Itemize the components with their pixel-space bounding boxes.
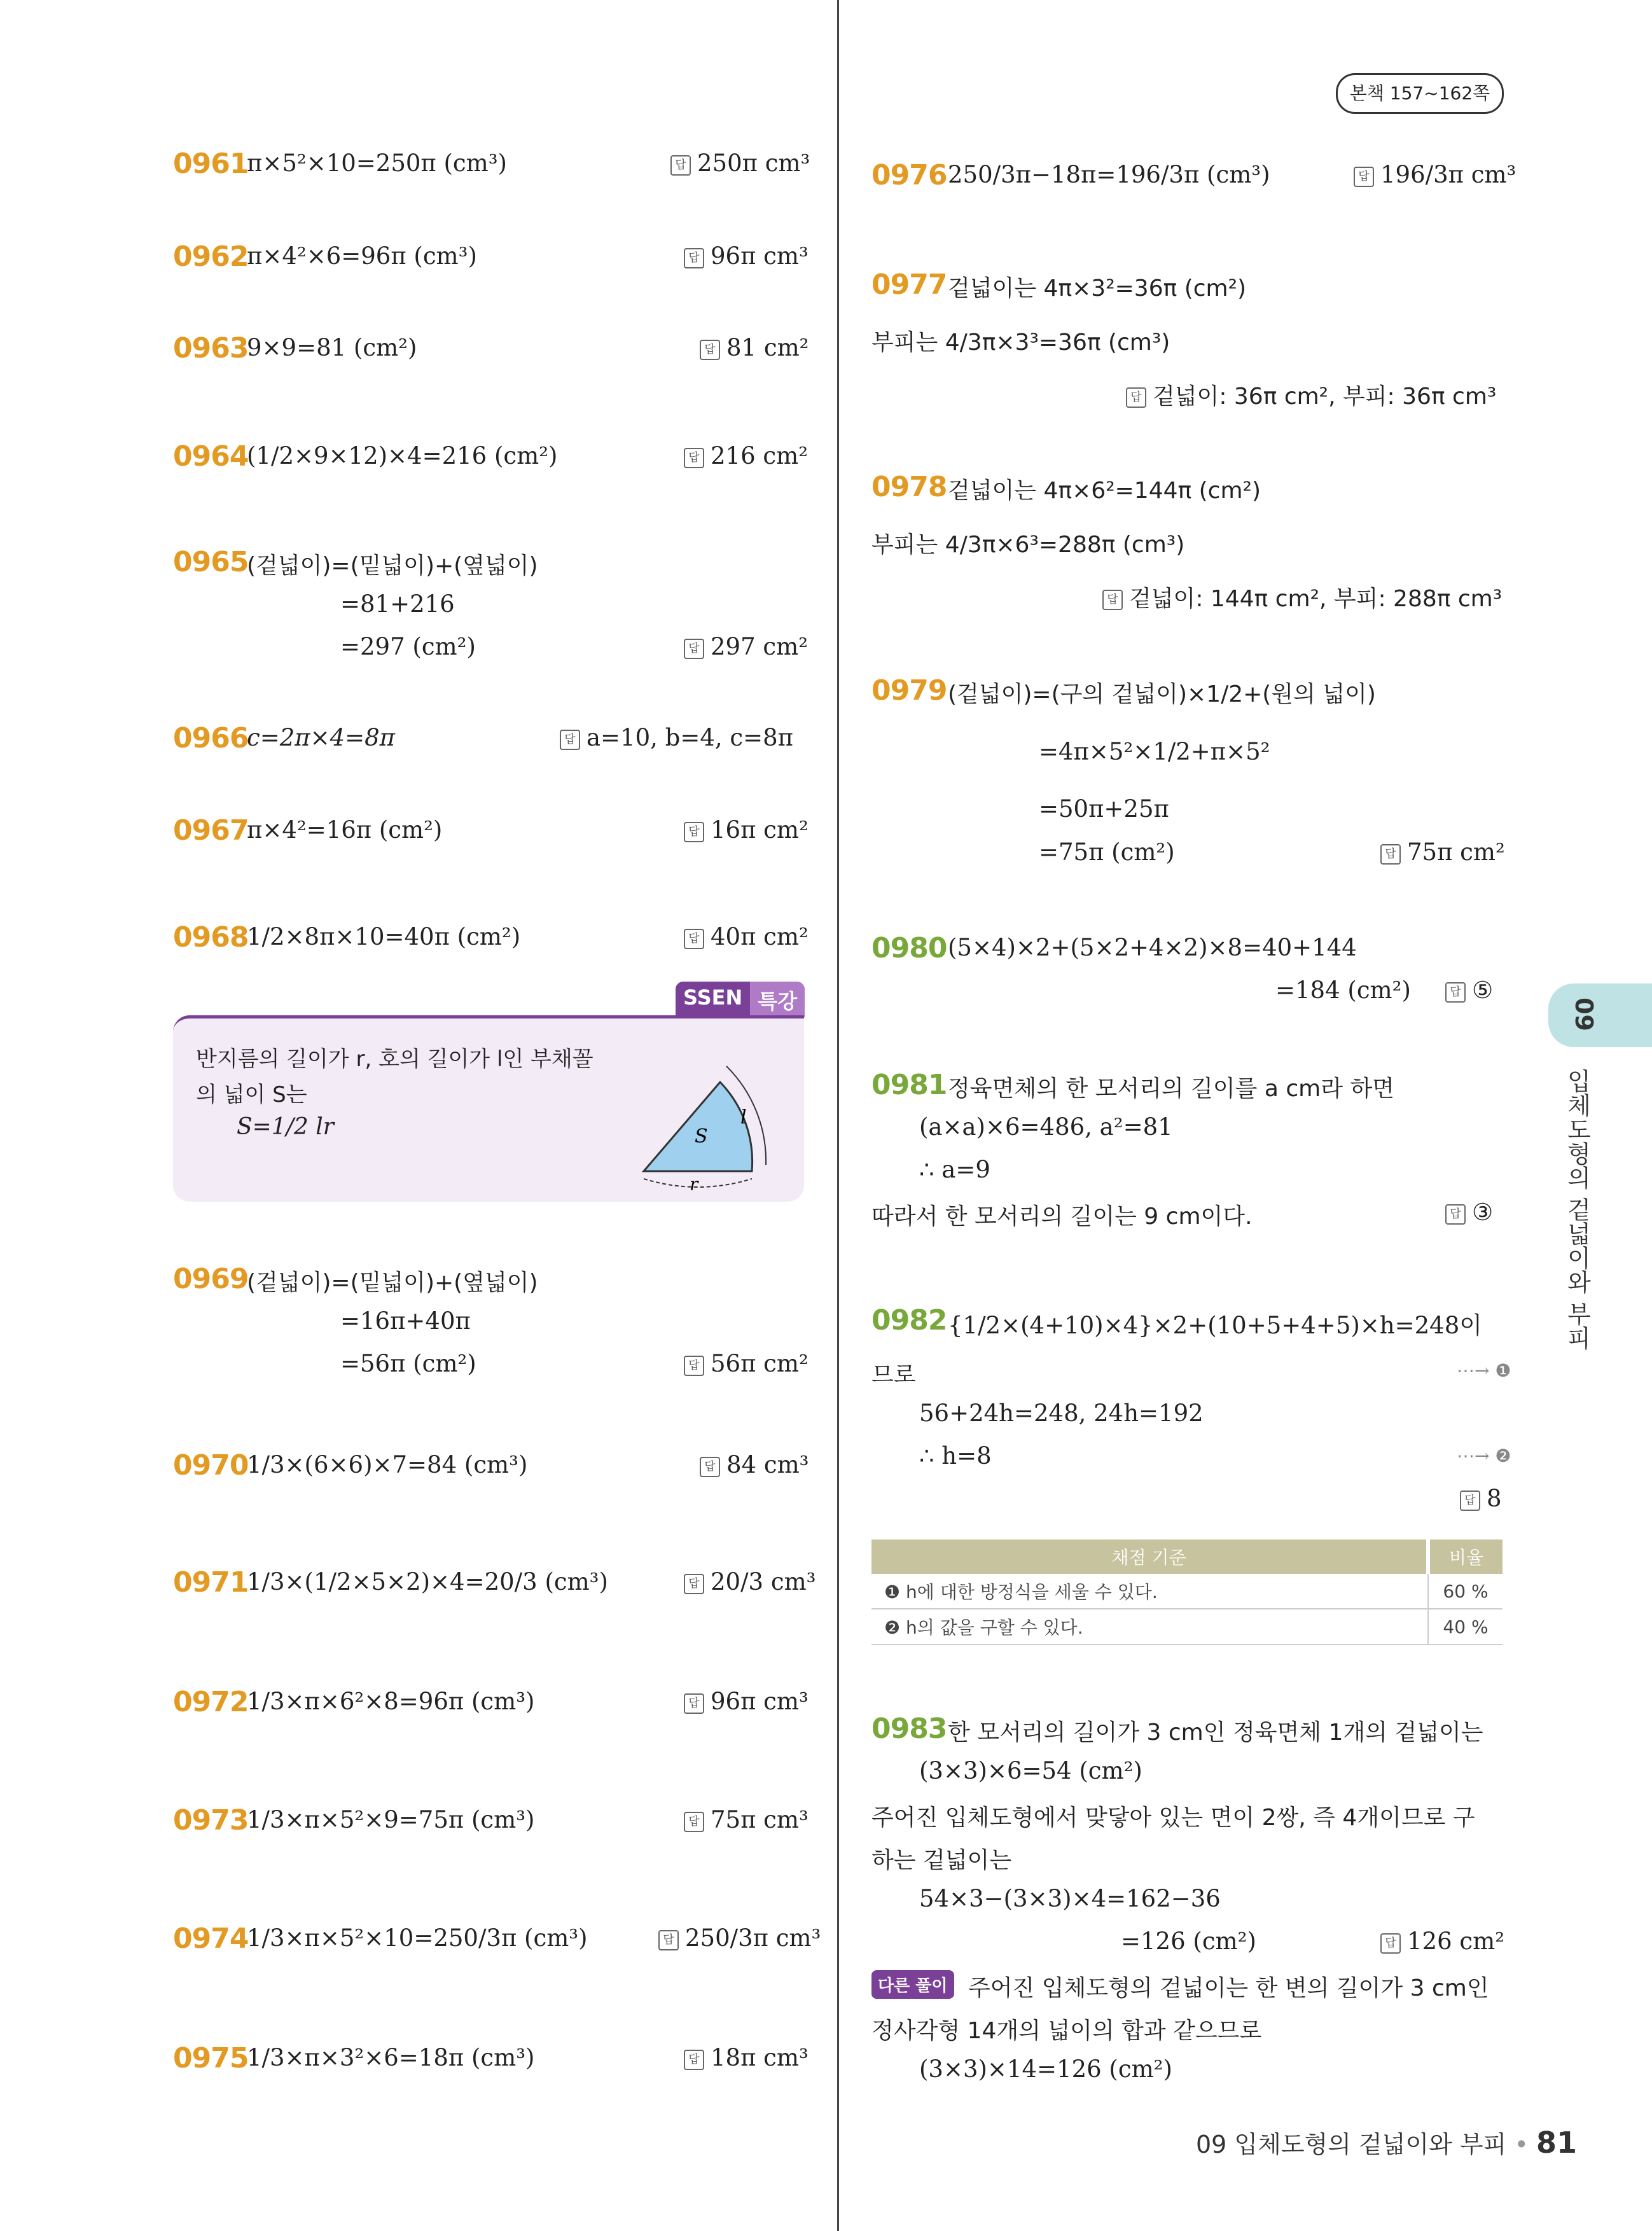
answer: 답 겉넓이: 144π cm², 부피: 288π cm³ (1102, 581, 1502, 613)
answer-icon: 답 (1380, 1933, 1401, 1954)
sector-figure (631, 1031, 790, 1190)
problem-number: 0979 (871, 674, 947, 707)
page-footer: 09 입체도형의 겉넓이와 부피 • 81 (1196, 2125, 1577, 2160)
problem-number: 0977 (871, 268, 947, 301)
grading-header: 비율 (1428, 1539, 1503, 1574)
solution-line: 한 모서리의 길이가 3 cm인 정육면체 1개의 겉넓이는 (948, 1720, 1483, 1746)
ssen-badge: SSEN 특강 (676, 982, 805, 1017)
answer: 답 a=10, b=4, c=8π (560, 724, 793, 751)
answer-icon: 답 (1460, 1491, 1480, 1511)
problem-number: 0964 (173, 440, 249, 473)
problem-number: 0961 (173, 148, 249, 180)
problem-number: 0969 (173, 1263, 249, 1295)
problem-number: 0973 (173, 1804, 249, 1837)
solution-line: 1/3×(6×6)×7=84 (cm³) (247, 1451, 528, 1478)
answer: 답 16π cm² (684, 816, 809, 844)
solution-line: 9×9=81 (cm²) (247, 334, 417, 361)
answer: 답 75π cm³ (684, 1806, 809, 1833)
solution-line: 1/3×π×5²×10=250/3π (cm³) (247, 1924, 588, 1952)
solution-line: 므로 (871, 1362, 916, 1388)
step-marker: ⋯→ ❶ (1457, 1360, 1511, 1381)
problem-number: 0963 (173, 332, 249, 365)
answer: 답 ⑤ (1445, 976, 1493, 1004)
solution-line: 1/3×(1/2×5×2)×4=20/3 (cm³) (247, 1568, 608, 1595)
solution-line: (겉넓이)=(밑넓이)+(옆넓이) (247, 553, 538, 579)
answer: 답 20/3 cm³ (684, 1568, 816, 1595)
solution-line: (3×3)×14=126 (cm²) (919, 2055, 1172, 2083)
answer-icon: 답 (700, 340, 720, 360)
figure-label-l: l (740, 1106, 747, 1129)
answer-icon: 답 (670, 155, 691, 176)
answer: 답 250π cm³ (670, 149, 810, 177)
solution-line: π×4²=16π (cm²) (247, 816, 443, 844)
table-row (871, 1609, 1503, 1644)
answer: 답 84 cm³ (700, 1451, 809, 1478)
answer: 답 216 cm² (684, 442, 808, 469)
solution-line: c=2π×4=8π (247, 724, 395, 751)
solution-line: 54×3−(3×3)×4=162−36 (919, 1885, 1221, 1912)
solution-line: =297 (cm²) (340, 633, 476, 660)
problem-number: 0978 (871, 471, 947, 503)
answer-icon: 답 (684, 448, 704, 468)
answer-icon: 답 (684, 1356, 704, 1376)
chapter-side-title: 입체도형의 겉넓이와 부피 (1563, 1069, 1591, 1351)
solution-line: (겉넓이)=(구의 겉넓이)×1/2+(원의 넓이) (948, 681, 1376, 707)
figure-label-S: S (695, 1125, 708, 1148)
tip-text: 의 넓이 S는 (196, 1082, 307, 1108)
solution-line: (겉넓이)=(밑넓이)+(옆넓이) (247, 1270, 538, 1296)
answer-icon: 답 (684, 639, 704, 659)
answer-icon: 답 (700, 1457, 720, 1477)
problem-number: 0974 (173, 1922, 249, 1955)
problem-number: 0980 (871, 932, 947, 964)
problem-number: 0971 (173, 1566, 249, 1599)
table-row (871, 1574, 1503, 1609)
answer-icon: 답 (1380, 844, 1401, 865)
answer: 답 겉넓이: 36π cm², 부피: 36π cm³ (1126, 379, 1496, 411)
solution-line: π×5²×10=250π (cm³) (247, 149, 507, 177)
solution-line: 56+24h=248, 24h=192 (919, 1400, 1204, 1427)
solution-line: {1/2×(4+10)×4}×2+(10+5+4+5)×h=248이 (948, 1312, 1482, 1339)
solution-line: 부피는 4/3π×6³=288π (cm³) (871, 532, 1185, 558)
answer: 답 297 cm² (684, 633, 808, 660)
solution-line: 겉넓이는 4π×3²=36π (cm²) (948, 275, 1247, 302)
answer: 답 250/3π cm³ (658, 1924, 821, 1952)
solution-line: 1/2×8π×10=40π (cm²) (247, 923, 521, 950)
chapter-tab-number: 09 (1570, 997, 1598, 1031)
solution-line: =50π+25π (1039, 795, 1169, 823)
solution-line: =126 (cm²) (1121, 1928, 1256, 1955)
problem-number: 0968 (173, 921, 249, 954)
grading-criteria: ❶ h에 대한 방정식을 세울 수 있다. (871, 1574, 1428, 1609)
solution-line: 하는 겉넓이는 (871, 1847, 1012, 1873)
solution-line: =184 (cm²) (1275, 976, 1411, 1004)
solution-line: (3×3)×6=54 (cm²) (919, 1757, 1142, 1784)
answer-icon: 답 (684, 1693, 704, 1714)
page-number: 81 (1536, 2125, 1577, 2160)
tip-formula: S=1/2 lr (237, 1114, 334, 1140)
answer-icon: 답 (684, 2050, 704, 2070)
solution-line: (1/2×9×12)×4=216 (cm²) (247, 442, 558, 469)
solution-line: 따라서 한 모서리의 길이는 9 cm이다. (871, 1204, 1253, 1230)
ssen-tip-box (173, 1015, 804, 1202)
answer-icon: 답 (684, 1574, 704, 1594)
answer-icon: 답 (684, 929, 704, 949)
problem-number: 0982 (871, 1304, 947, 1337)
answer: 답 8 (1460, 1485, 1502, 1512)
solution-line: =16π+40π (340, 1307, 471, 1335)
problem-number: 0981 (871, 1069, 947, 1101)
solution-line: 250/3π−18π=196/3π (cm³) (948, 161, 1270, 188)
answer-icon: 답 (684, 248, 704, 268)
footer-chapter-title: 09 입체도형의 겉넓이와 부피 (1196, 2130, 1507, 2158)
answer: 답 96π cm³ (684, 242, 809, 270)
answer: 답 18π cm³ (684, 2044, 809, 2071)
chapter-tab (1548, 983, 1652, 1047)
tip-text: 반지름의 길이가 r, 호의 길이가 l인 부채꼴 (196, 1046, 593, 1072)
solution-line: ∴ h=8 (919, 1442, 992, 1470)
solution-line: 주어진 입체도형에서 맞닿아 있는 면이 2쌍, 즉 4개이므로 구 (871, 1805, 1475, 1831)
problem-number: 0976 (871, 159, 947, 191)
answer-icon: 답 (684, 1812, 704, 1832)
problem-number: 0966 (173, 722, 249, 754)
grading-table (871, 1539, 1503, 1645)
answer-icon: 답 (1445, 1204, 1466, 1225)
answer: 답 81 cm² (700, 334, 809, 361)
solution-line: =75π (cm²) (1039, 838, 1175, 866)
alt-solution-badge: 다른 풀이 (871, 1970, 954, 1999)
solution-line: 겉넓이는 4π×6²=144π (cm²) (948, 478, 1261, 504)
solution-line: 1/3×π×3²×6=18π (cm³) (247, 2044, 535, 2071)
answer: 답 40π cm² (684, 923, 809, 950)
problem-number: 0975 (173, 2042, 249, 2075)
grading-criteria: ❷ h의 값을 구할 수 있다. (871, 1609, 1428, 1644)
answer: 답 56π cm² (684, 1350, 809, 1377)
answer: 답 75π cm² (1380, 838, 1505, 866)
answer-icon: 답 (684, 822, 704, 842)
solution-line: 정사각형 14개의 넓이의 합과 같으므로 (871, 2018, 1262, 2044)
book-ref-badge: 본책 157~162쪽 (1336, 73, 1504, 114)
answer-icon: 답 (1126, 387, 1146, 408)
answer-icon: 답 (658, 1930, 679, 1950)
problem-number: 0983 (871, 1713, 947, 1745)
problem-number: 0962 (173, 240, 249, 273)
answer: 답 ③ (1445, 1199, 1493, 1226)
answer: 답 126 cm² (1380, 1928, 1504, 1955)
grading-header: 채점 기준 (871, 1539, 1428, 1574)
solution-line: 부피는 4/3π×3³=36π (cm³) (871, 330, 1170, 356)
solution-line: 1/3×π×5²×9=75π (cm³) (247, 1806, 535, 1833)
grading-ratio: 60 % (1428, 1574, 1503, 1609)
answer-icon: 답 (1445, 982, 1466, 1003)
solution-line: π×4²×6=96π (cm³) (247, 242, 477, 270)
answer-icon: 답 (1102, 590, 1123, 610)
step-marker: ⋯→ ❷ (1457, 1445, 1511, 1466)
solution-line: =4π×5²×1/2+π×5² (1039, 738, 1270, 765)
solution-line: 정육면체의 한 모서리의 길이를 a cm라 하면 (948, 1076, 1394, 1102)
solution-line: =81+216 (340, 590, 455, 618)
answer-icon: 답 (1354, 167, 1374, 187)
solution-line: ∴ a=9 (919, 1156, 990, 1183)
problem-number: 0972 (173, 1686, 249, 1718)
column-divider (837, 0, 839, 2231)
problem-number: 0967 (173, 814, 249, 847)
answer-icon: 답 (560, 730, 580, 750)
problem-number: 0965 (173, 546, 249, 578)
problem-number: 0970 (173, 1449, 249, 1482)
solution-line: (5×4)×2+(5×2+4×2)×8=40+144 (948, 934, 1357, 961)
solution-line: =56π (cm²) (340, 1350, 476, 1377)
grading-ratio: 40 % (1428, 1609, 1503, 1644)
figure-label-r: r (690, 1174, 698, 1190)
solution-line: 주어진 입체도형의 겉넓이는 한 변의 길이가 3 cm인 (968, 1975, 1489, 2001)
solution-line: (a×a)×6=486, a²=81 (919, 1113, 1173, 1141)
solution-line: 1/3×π×6²×8=96π (cm³) (247, 1688, 535, 1715)
answer: 답 196/3π cm³ (1354, 161, 1516, 188)
answer: 답 96π cm³ (684, 1688, 809, 1715)
